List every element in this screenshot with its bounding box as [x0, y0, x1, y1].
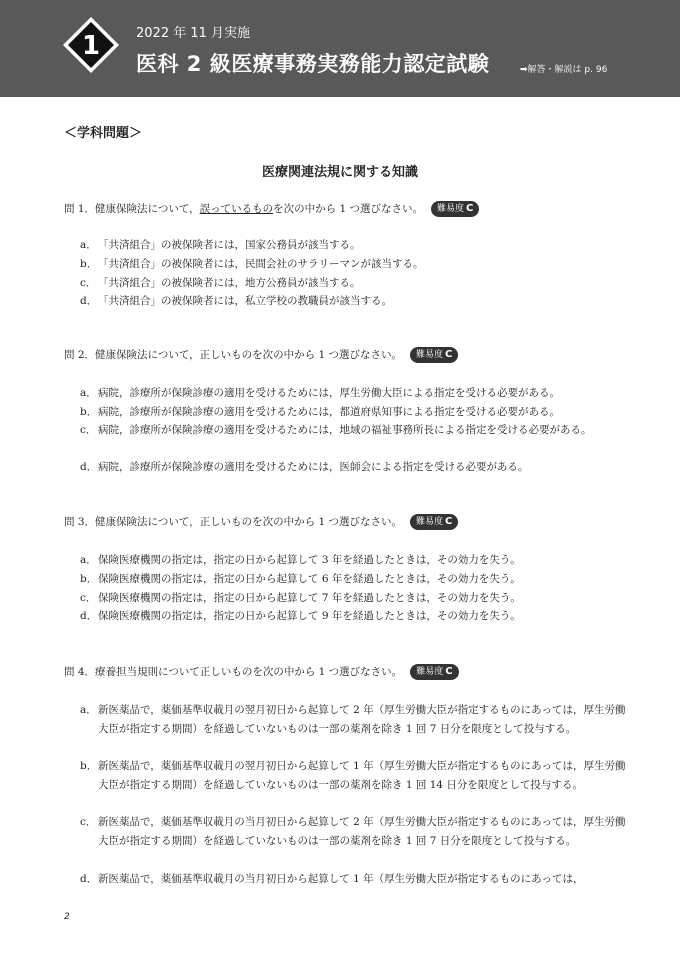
option-4c: c． 新医薬品で，薬価基準収載月の当月初日から起算して 2 年（厚生労働大臣が指定するものにあっては，厚生労働大臣が指定する期間）を経過していないものは一部の薬剤を除き 1 回 7 日分を限度として投与する。 — [80, 816, 626, 847]
section-label: ＜学科問題＞ — [64, 126, 143, 141]
option-4d: d．新医薬品で，薬価基準収載月の当月初日から起算して 1 年（厚生労働大臣が指定するものにあっては， — [80, 873, 584, 885]
option-4a: a．新医薬品で，薬価基準収載月の翌月初日から起算して 2 年（厚生労働大臣が指定するものにあっては，厚生労働大臣が指定する期間）を経過していないものは一部の薬剤を除き 1 回 7 日分を限度として投与する。 — [80, 704, 626, 735]
option-4b: b．新医薬品で，薬価基準収載月の翌月初日から起算して 1 年（厚生労働大臣が指定するものにあっては，厚生労働大臣が指定する期間）を経過していないものは一部の薬剤を除き 1 回 14 日分を限度として投与する。 — [80, 760, 626, 791]
option-2a: a．病院，診療所が保険診療の適用を受けるためには，厚生労働大臣による指定を受ける必要がある。 — [80, 387, 560, 399]
difficulty-badge: 難易度 C — [431, 201, 479, 217]
option-3a: a．保険医療機関の指定は，指定の日から起算して 3 年を経過したときは，その効力を失う。 — [80, 554, 521, 566]
difficulty-badge: 難易度 C — [410, 664, 458, 680]
option-3c: c． 保険医療機関の指定は，指定の日から起算して 7 年を経過したときは，その効力を失う。 — [80, 592, 521, 604]
exam-title: 医科 2 級医療事務実務能力認定試験 — [136, 52, 490, 76]
section-number-badge — [62, 16, 120, 74]
exam-date: 2022 年 11 月実施 — [136, 26, 251, 41]
underlined-text: 誤っているもの — [199, 203, 274, 215]
question-number: 問 3． — [64, 516, 96, 528]
option-3d: d．保険医療機関の指定は，指定の日から起算して 9 年を経過したときは，その効力を失う。 — [80, 610, 521, 622]
section-number: 1 — [81, 31, 101, 61]
question-1: 問 1．健康保険法について，誤っているものを次の中から 1 つ選びなさい。 難易度 C — [64, 201, 479, 217]
question-number: 問 4． — [64, 666, 96, 678]
answer-reference: ➡解答・解説は p. 96 — [520, 65, 608, 75]
option-1c: c． 「共済組合」の被保険者には，地方公務員が該当する。 — [80, 277, 361, 289]
difficulty-badge: 難易度 C — [410, 514, 458, 530]
question-2: 問 2．健康保険法について，正しいものを次の中から 1 つ選びなさい。 難易度 C — [64, 347, 458, 363]
question-3: 問 3．健康保険法について，正しいものを次の中から 1 つ選びなさい。 難易度 C — [64, 514, 458, 530]
option-3b: b．保険医療機関の指定は，指定の日から起算して 6 年を経過したときは，その効力を失う。 — [80, 573, 521, 585]
option-2c: c． 病院，診療所が保険診療の適用を受けるためには，地域の福祉事務所長による指定を受ける必要がある。 — [80, 424, 592, 436]
option-2b: b．病院，診療所が保険診療の適用を受けるためには，都道府県知事による指定を受ける必要がある。 — [80, 406, 560, 418]
option-1b: b．「共済組合」の被保険者には，民間会社のサラリーマンが該当する。 — [80, 258, 424, 270]
option-2d: d．病院，診療所が保険診療の適用を受けるためには，医師会による指定を受ける必要がある。 — [80, 461, 529, 473]
option-1a: a．「共済組合」の被保険者には，国家公務員が該当する。 — [80, 239, 361, 251]
page-header — [0, 0, 680, 97]
question-number: 問 2． — [64, 349, 96, 361]
question-4: 問 4．療養担当規則について正しいものを次の中から 1 つ選びなさい。 難易度 C — [64, 664, 459, 680]
option-1d: d．「共済組合」の被保険者には，私立学校の教職員が該当する。 — [80, 295, 392, 307]
page-number: 2 — [64, 912, 70, 922]
section-title: 医療関連法規に関する知識 — [261, 165, 418, 180]
question-number: 問 1． — [64, 203, 96, 215]
difficulty-badge: 難易度 C — [410, 347, 458, 363]
